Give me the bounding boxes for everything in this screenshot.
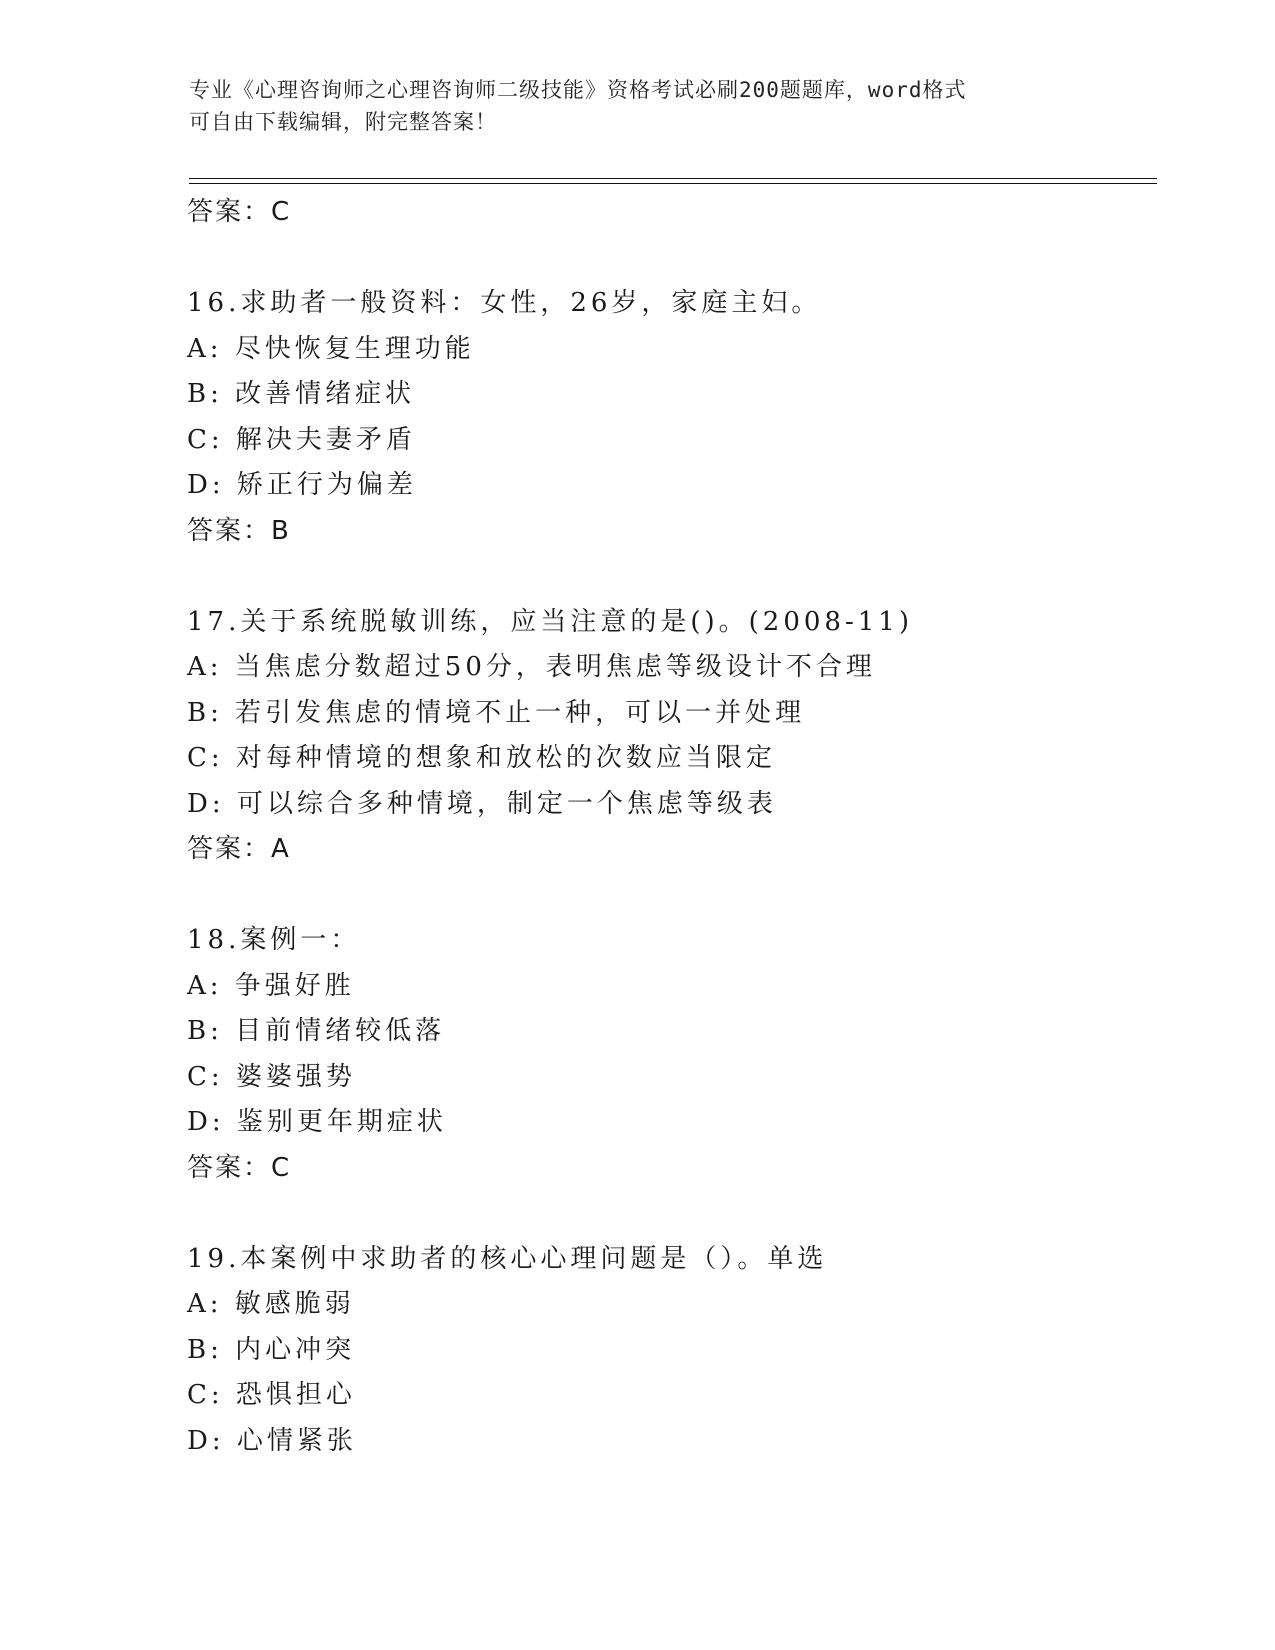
spacer [187,1191,1167,1237]
header-line-1: 专业《心理咨询师之心理咨询师二级技能》资格考试必刷200题题库，word格式 [189,78,967,102]
header-divider-bottom [189,183,1157,184]
question-17 [187,600,1167,873]
question-stem: 16.求助者一般资料：女性，26岁，家庭主妇。 [187,288,822,318]
option-a: A: 争强好胜 [187,970,355,1001]
spacer [187,873,1167,919]
option-a: A: 尽快恢复生理功能 [187,333,475,364]
header-line-2: 可自由下载编辑，附完整答案！ [189,110,497,134]
question-stem: 18.案例一： [187,925,361,955]
question-list [187,190,1167,1464]
question-16 [187,281,1167,554]
question-answer: 答案：C [187,1152,292,1183]
option-b: B: 内心冲突 [187,1334,356,1365]
question-answer: 答案：A [187,834,291,864]
option-d: D: 矫正行为偏差 [187,470,417,500]
spacer [187,554,1167,600]
option-d: D: 可以综合多种情境，制定一个焦虑等级表 [187,788,777,819]
option-b: B: 若引发焦虑的情境不止一种，可以一并处理 [187,697,806,728]
question-stem: 19.本案例中求助者的核心心理问题是（）。单选 [187,1243,828,1274]
question-19 [187,1237,1167,1465]
option-b: B: 目前情绪较低落 [187,1016,446,1046]
question-stem: 17.关于系统脱敏训练，应当注意的是()。(2008-11) [187,606,913,637]
option-c: C: 恐惧担心 [187,1380,356,1410]
page-header [189,74,1089,138]
question-answer: 答案：B [187,515,291,546]
option-c: C: 婆婆强势 [187,1061,356,1092]
option-d: D: 心情紧张 [187,1425,357,1456]
option-d: D: 鉴别更年期症状 [187,1107,447,1137]
question-18 [187,918,1167,1191]
option-b: B: 改善情绪症状 [187,379,416,409]
spacer [187,236,1167,282]
header-divider-top [189,178,1157,179]
option-c: C: 解决夫妻矛盾 [187,424,416,455]
option-c: C: 对每种情境的想象和放松的次数应当限定 [187,743,776,773]
option-a: A: 当焦虑分数超过50分，表明焦虑等级设计不合理 [187,652,876,682]
option-a: A: 敏感脆弱 [187,1289,355,1319]
leading-answer: 答案：C [187,197,292,227]
